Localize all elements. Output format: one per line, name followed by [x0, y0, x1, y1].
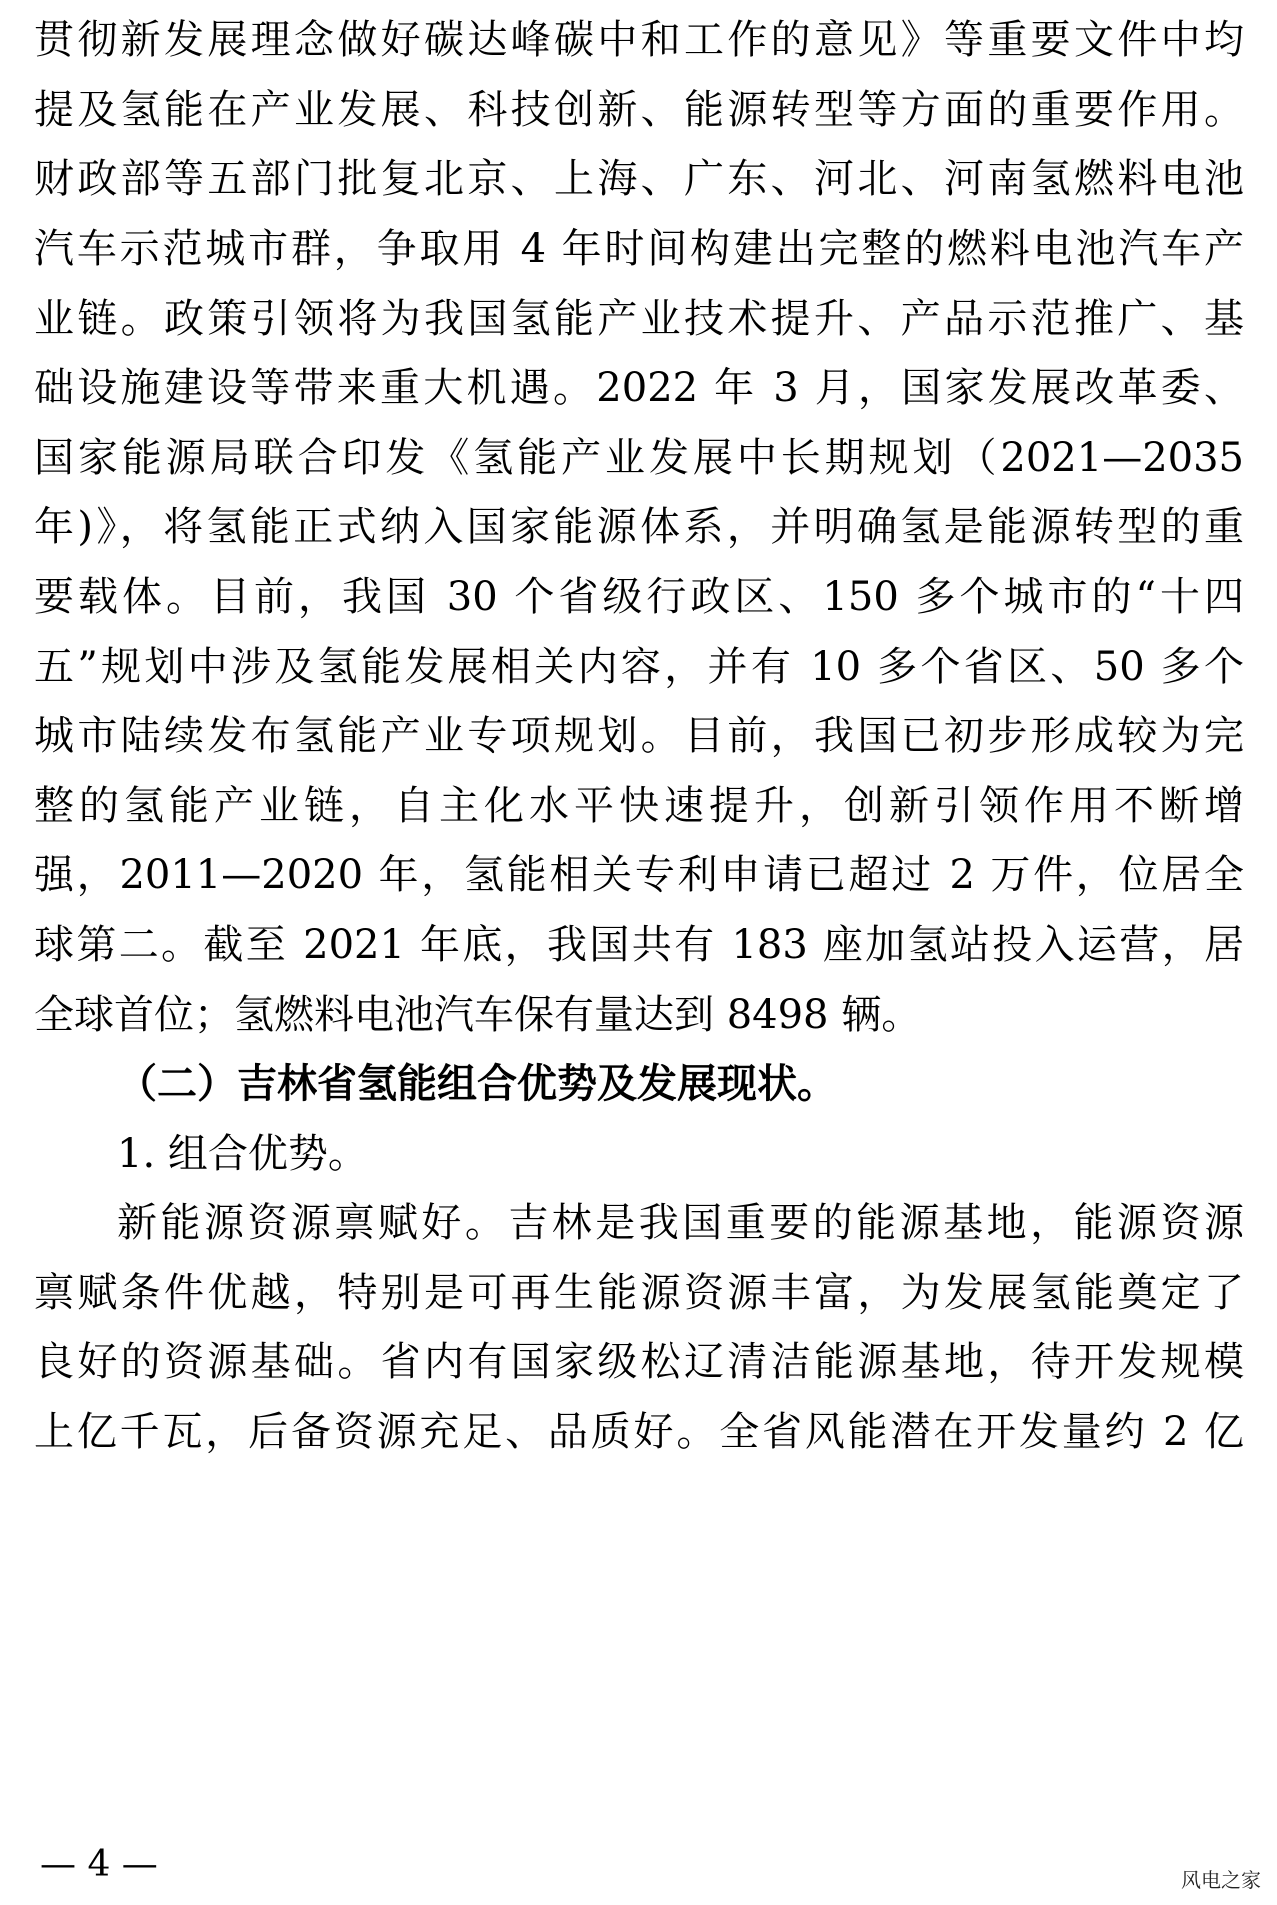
text-line: 禀赋条件优越，特别是可再生能源资源丰富，为发展氢能奠定了 — [34, 1270, 1244, 1316]
text-line: 整的氢能产业链，自主化水平快速提升，创新引领作用不断增 — [34, 783, 1244, 829]
text-line: 城市陆续发布氢能产业专项规划。目前，我国已初步形成较为完 — [34, 713, 1244, 759]
text-line: 上亿千瓦，后备资源充足、品质好。全省风能潜在开发量约 2 亿 — [34, 1409, 1244, 1455]
text-line: 国家能源局联合印发《氢能产业发展中长期规划（2021—2035 — [34, 435, 1244, 481]
text-line: 提及氢能在产业发展、科技创新、能源转型等方面的重要作用。 — [34, 87, 1244, 133]
text-line: 球第二。截至 2021 年底，我国共有 183 座加氢站投入运营，居 — [34, 922, 1244, 968]
watermark: 风电之家 — [1181, 1868, 1261, 1892]
text-line: 础设施建设等带来重大机遇。2022 年 3 月，国家发展改革委、 — [34, 365, 1244, 411]
subsection-heading: 1. 组合优势。 — [117, 1131, 368, 1177]
text-line: 贯彻新发展理念做好碳达峰碳中和工作的意见》等重要文件中均 — [34, 17, 1244, 63]
text-line: 五”规划中涉及氢能发展相关内容，并有 10 多个省区、50 多个 — [34, 644, 1244, 690]
text-line: 财政部等五部门批复北京、上海、广东、河北、河南氢燃料电池 — [34, 156, 1244, 202]
text-line: 良好的资源基础。省内有国家级松辽清洁能源基地，待开发规模 — [34, 1339, 1244, 1385]
text-line: 全球首位；氢燃料电池汽车保有量达到 8498 辆。 — [34, 992, 922, 1038]
text-line: 业链。政策引领将为我国氢能产业技术提升、产品示范推广、基 — [34, 296, 1244, 342]
text-line: 要载体。目前，我国 30 个省级行政区、150 多个城市的“十四 — [34, 574, 1244, 620]
text-line: 新能源资源禀赋好。吉林是我国重要的能源基地，能源资源 — [117, 1200, 1244, 1246]
section-heading: （二）吉林省氢能组合优势及发展现状。 — [117, 1061, 837, 1107]
page-number: — 4 — — [40, 1844, 158, 1885]
text-line: 汽车示范城市群，争取用 4 年时间构建出完整的燃料电池汽车产 — [34, 226, 1244, 272]
text-line: 年)》，将氢能正式纳入国家能源体系，并明确氢是能源转型的重 — [34, 504, 1244, 550]
text-line: 强，2011—2020 年，氢能相关专利申请已超过 2 万件，位居全 — [34, 852, 1244, 898]
